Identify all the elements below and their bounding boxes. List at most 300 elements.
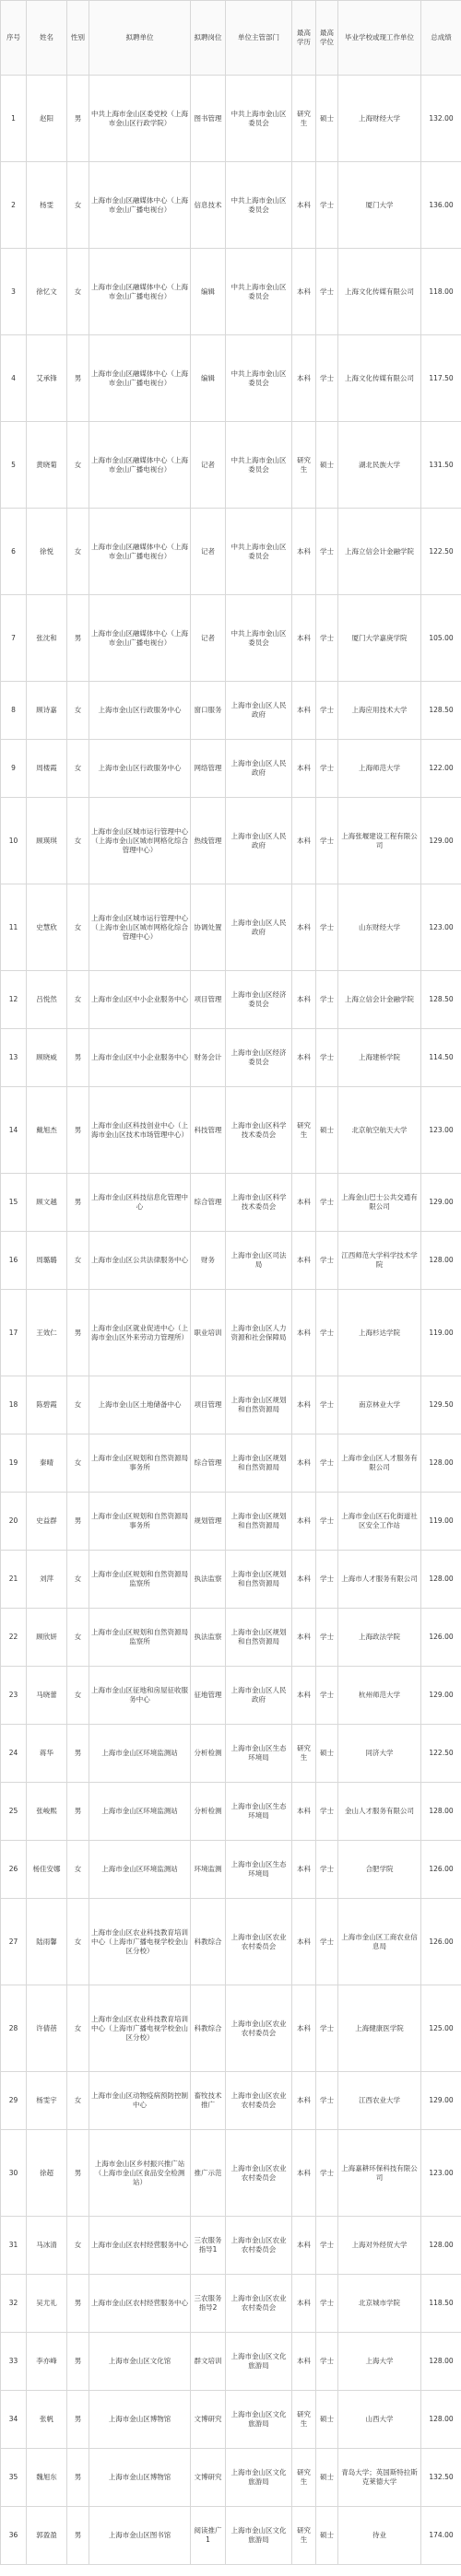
hiring-position: 推广示范	[191, 2130, 226, 2217]
hiring-position: 征地管理	[191, 1667, 226, 1725]
supervising-department: 上海市金山区文化旅游局	[226, 2391, 292, 2449]
hiring-position: 项目管理	[191, 971, 226, 1029]
degree: 学士	[316, 798, 338, 884]
candidate-sex: 男	[67, 1290, 89, 1376]
row-number: 27	[1, 1899, 27, 1985]
candidate-sex: 女	[67, 682, 89, 740]
candidate-name: 魏旭东	[27, 2449, 67, 2507]
supervising-department: 上海市金山区农业农村委员会	[226, 2275, 292, 2333]
hiring-position: 分析检测	[191, 1783, 226, 1841]
education-level: 本科	[292, 682, 316, 740]
school-or-employer: 山东财经大学	[338, 884, 421, 971]
total-score: 129.00	[421, 1667, 461, 1725]
candidate-sex: 男	[67, 595, 89, 682]
candidate-sex: 女	[67, 1232, 89, 1290]
supervising-department: 上海市金山区规划和自然资源局	[226, 1609, 292, 1667]
school-or-employer: 杭州师范大学	[338, 1667, 421, 1725]
school-or-employer: 北京城市学院	[338, 2275, 421, 2333]
education-level: 本科	[292, 249, 316, 335]
candidate-sex: 男	[67, 1725, 89, 1783]
degree: 学士	[316, 1029, 338, 1087]
row-number: 16	[1, 1232, 27, 1290]
total-score: 128.00	[421, 2333, 461, 2391]
row-number: 10	[1, 798, 27, 884]
table-header	[1, 1, 461, 76]
total-score: 126.00	[421, 1609, 461, 1667]
school-or-employer: 上海嘉耕环保科技有限公司	[338, 2130, 421, 2217]
candidate-sex: 女	[67, 249, 89, 335]
hiring-position: 三农服务指导1	[191, 2217, 226, 2275]
column-header: 最高学历	[292, 1, 316, 76]
hiring-position: 综合管理	[191, 1174, 226, 1232]
candidate-name: 杨雯	[27, 162, 67, 249]
candidate-sex: 女	[67, 971, 89, 1029]
school-or-employer: 上海财经大学	[338, 76, 421, 162]
hiring-unit: 上海市金山区融媒体中心（上海市金山广播电视台）	[89, 595, 191, 682]
candidate-name: 吴尤礼	[27, 2275, 67, 2333]
table-row	[1, 740, 461, 798]
hiring-unit: 上海市金山区规划和自然资源局事务所	[89, 1493, 191, 1551]
education-level: 本科	[292, 798, 316, 884]
hiring-position: 科教综合	[191, 1899, 226, 1985]
school-or-employer: 上海立信会计金融学院	[338, 509, 421, 595]
candidate-sex: 男	[67, 2333, 89, 2391]
row-number: 22	[1, 1609, 27, 1667]
row-number: 34	[1, 2391, 27, 2449]
education-level: 本科	[292, 2130, 316, 2217]
table-row	[1, 884, 461, 971]
supervising-department: 上海市金山区生态环境局	[226, 1783, 292, 1841]
supervising-department: 上海市金山区人民政府	[226, 1667, 292, 1725]
candidate-sex: 女	[67, 422, 89, 509]
row-number: 20	[1, 1493, 27, 1551]
degree: 学士	[316, 740, 338, 798]
candidate-sex: 女	[67, 509, 89, 595]
education-level: 本科	[292, 1029, 316, 1087]
degree: 学士	[316, 971, 338, 1029]
hiring-position: 综合管理	[191, 1434, 226, 1493]
hiring-unit: 上海市金山区博物馆	[89, 2449, 191, 2507]
candidate-sex: 男	[67, 2275, 89, 2333]
total-score: 123.00	[421, 1087, 461, 1174]
supervising-department: 上海市金山区规划和自然资源局	[226, 1551, 292, 1609]
row-number: 19	[1, 1434, 27, 1493]
candidate-name: 徐超	[27, 2130, 67, 2217]
row-number: 28	[1, 1985, 27, 2072]
candidate-name: 黄晓菊	[27, 422, 67, 509]
candidate-name: 戴旭杰	[27, 1087, 67, 1174]
hiring-unit: 上海市金山区城市运行管理中心（上海市金山区城市网格化综合管理中心）	[89, 798, 191, 884]
candidate-name: 马冰清	[27, 2217, 67, 2275]
total-score: 129.00	[421, 2072, 461, 2130]
school-or-employer: 上海市人才服务有限公司	[338, 1551, 421, 1609]
education-level: 本科	[292, 971, 316, 1029]
candidate-name: 周楼霞	[27, 740, 67, 798]
hiring-position: 编辑	[191, 249, 226, 335]
table-row	[1, 682, 461, 740]
candidate-name: 陆雨馨	[27, 1899, 67, 1985]
total-score: 122.50	[421, 1725, 461, 1783]
hiring-position: 三农服务指导2	[191, 2275, 226, 2333]
candidate-sex: 男	[67, 1493, 89, 1551]
total-score: 136.00	[421, 162, 461, 249]
education-level: 本科	[292, 2275, 316, 2333]
education-level: 本科	[292, 1985, 316, 2072]
column-header: 姓名	[27, 1, 67, 76]
column-header: 拟聘单位	[89, 1, 191, 76]
row-number: 12	[1, 971, 27, 1029]
table-row	[1, 76, 461, 162]
candidate-sex: 男	[67, 2507, 89, 2565]
candidate-sex: 男	[67, 2391, 89, 2449]
table-row	[1, 1174, 461, 1232]
total-score: 122.00	[421, 740, 461, 798]
row-number: 21	[1, 1551, 27, 1609]
hiring-position: 窗口服务	[191, 682, 226, 740]
education-level: 本科	[292, 884, 316, 971]
candidate-sex: 女	[67, 1841, 89, 1899]
education-level: 本科	[292, 162, 316, 249]
school-or-employer: 上海文化传媒有限公司	[338, 249, 421, 335]
supervising-department: 上海市金山区人民政府	[226, 740, 292, 798]
table-row	[1, 422, 461, 509]
total-score: 132.50	[421, 2449, 461, 2507]
degree: 学士	[316, 1985, 338, 2072]
total-score: 123.00	[421, 2130, 461, 2217]
table-row	[1, 1376, 461, 1434]
degree: 硕士	[316, 1087, 338, 1174]
table-row	[1, 971, 461, 1029]
education-level: 研究生	[292, 2449, 316, 2507]
hiring-unit: 上海市金山区融媒体中心（上海市金山广播电视台）	[89, 335, 191, 422]
column-header: 毕业学校或现工作单位	[338, 1, 421, 76]
school-or-employer: 青岛大学；英国斯特拉斯克莱德大学	[338, 2449, 421, 2507]
table-row	[1, 1029, 461, 1087]
total-score: 128.00	[421, 1783, 461, 1841]
school-or-employer: 待业	[338, 2507, 421, 2565]
hiring-position: 分析检测	[191, 1725, 226, 1783]
hiring-position: 协调处置	[191, 884, 226, 971]
table-row	[1, 1551, 461, 1609]
school-or-employer: 上海金山巴士公共交通有限公司	[338, 1174, 421, 1232]
school-or-employer: 江西师范大学科学技术学院	[338, 1232, 421, 1290]
total-score: 174.00	[421, 2507, 461, 2565]
table-row	[1, 2217, 461, 2275]
column-header: 最高学位	[316, 1, 338, 76]
hiring-unit: 上海市金山区融媒体中心（上海市金山广播电视台）	[89, 249, 191, 335]
candidate-sex: 女	[67, 162, 89, 249]
hiring-unit: 上海市金山区融媒体中心（上海市金山广播电视台）	[89, 162, 191, 249]
school-or-employer: 上海市金山区工商农业信息局	[338, 1899, 421, 1985]
school-or-employer: 上海大学	[338, 2333, 421, 2391]
candidate-name: 顾诗嘉	[27, 682, 67, 740]
hiring-position: 财务	[191, 1232, 226, 1290]
hiring-unit: 上海市金山区行政服务中心	[89, 740, 191, 798]
supervising-department: 中共上海市金山区委员会	[226, 76, 292, 162]
candidate-name: 周璐璐	[27, 1232, 67, 1290]
hiring-position: 执法监察	[191, 1551, 226, 1609]
candidate-name: 赵阳	[27, 76, 67, 162]
table-row	[1, 1985, 461, 2072]
education-level: 研究生	[292, 76, 316, 162]
degree: 学士	[316, 335, 338, 422]
supervising-department: 中共上海市金山区委员会	[226, 509, 292, 595]
supervising-department: 上海市金山区生态环境局	[226, 1725, 292, 1783]
hiring-unit: 上海市金山区文化馆	[89, 2333, 191, 2391]
total-score: 128.00	[421, 2217, 461, 2275]
supervising-department: 上海市金山区文化旅游局	[226, 2449, 292, 2507]
candidate-sex: 女	[67, 2072, 89, 2130]
supervising-department: 上海市金山区农业农村委员会	[226, 1985, 292, 2072]
supervising-department: 上海市金山区农业农村委员会	[226, 2130, 292, 2217]
hiring-position: 环境监测	[191, 1841, 226, 1899]
degree: 硕士	[316, 2449, 338, 2507]
candidate-sex: 女	[67, 884, 89, 971]
table-row	[1, 1493, 461, 1551]
total-score: 126.00	[421, 1841, 461, 1899]
candidate-name: 秦晴	[27, 1434, 67, 1493]
school-or-employer: 上海立信会计金融学院	[338, 971, 421, 1029]
table-row	[1, 1609, 461, 1667]
total-score: 114.50	[421, 1029, 461, 1087]
row-number: 24	[1, 1725, 27, 1783]
supervising-department: 上海市金山区规划和自然资源局	[226, 1434, 292, 1493]
degree: 学士	[316, 1290, 338, 1376]
candidate-name: 徐悦	[27, 509, 67, 595]
supervising-department: 中共上海市金山区委员会	[226, 162, 292, 249]
hiring-position: 文博研究	[191, 2449, 226, 2507]
school-or-employer: 江西农业大学	[338, 2072, 421, 2130]
hiring-unit: 上海市金山区就业促进中心（上海市金山区外来劳动力管理所）	[89, 1290, 191, 1376]
school-or-employer: 同济大学	[338, 1725, 421, 1783]
total-score: 128.50	[421, 682, 461, 740]
candidate-sex: 女	[67, 2217, 89, 2275]
hiring-unit: 上海市金山区土地储备中心	[89, 1376, 191, 1434]
education-level: 研究生	[292, 2507, 316, 2565]
column-header: 拟聘岗位	[191, 1, 226, 76]
education-level: 本科	[292, 1174, 316, 1232]
education-level: 本科	[292, 1376, 316, 1434]
education-level: 本科	[292, 1551, 316, 1609]
row-number: 36	[1, 2507, 27, 2565]
supervising-department: 上海市金山区科学技术委员会	[226, 1174, 292, 1232]
row-number: 2	[1, 162, 27, 249]
education-level: 本科	[292, 2072, 316, 2130]
total-score: 129.00	[421, 798, 461, 884]
table-row	[1, 595, 461, 682]
hiring-unit: 上海市金山区图书馆	[89, 2507, 191, 2565]
degree: 学士	[316, 682, 338, 740]
row-number: 11	[1, 884, 27, 971]
hiring-unit: 上海市金山区科技信息化管理中心	[89, 1174, 191, 1232]
degree: 学士	[316, 884, 338, 971]
supervising-department: 上海市金山区科学技术委员会	[226, 1087, 292, 1174]
candidate-name: 许倩蓓	[27, 1985, 67, 2072]
total-score: 128.50	[421, 971, 461, 1029]
hiring-position: 项目管理	[191, 1376, 226, 1434]
candidate-name: 蒋华	[27, 1725, 67, 1783]
table-row	[1, 1232, 461, 1290]
education-level: 本科	[292, 509, 316, 595]
supervising-department: 上海市金山区生态环境局	[226, 1841, 292, 1899]
row-number: 14	[1, 1087, 27, 1174]
row-number: 15	[1, 1174, 27, 1232]
hiring-position: 记者	[191, 422, 226, 509]
school-or-employer: 山西大学	[338, 2391, 421, 2449]
table-row	[1, 249, 461, 335]
school-or-employer: 上海市金山区人才服务有限公司	[338, 1434, 421, 1493]
candidate-name: 马晓蕾	[27, 1667, 67, 1725]
hiring-unit: 上海市金山区博物馆	[89, 2391, 191, 2449]
degree: 学士	[316, 1899, 338, 1985]
candidate-name: 李亦峰	[27, 2333, 67, 2391]
degree: 学士	[316, 1493, 338, 1551]
table-row	[1, 1783, 461, 1841]
hiring-position: 群文培训	[191, 2333, 226, 2391]
candidate-name: 张沈和	[27, 595, 67, 682]
candidate-sex: 女	[67, 1609, 89, 1667]
hiring-position: 畜牧技术推广	[191, 2072, 226, 2130]
candidate-sex: 女	[67, 1434, 89, 1493]
supervising-department: 上海市金山区人民政府	[226, 798, 292, 884]
total-score: 122.50	[421, 509, 461, 595]
candidate-sex: 男	[67, 1783, 89, 1841]
degree: 学士	[316, 162, 338, 249]
hiring-unit: 上海市金山区行政服务中心	[89, 682, 191, 740]
table-row	[1, 1087, 461, 1174]
row-number: 33	[1, 2333, 27, 2391]
row-number: 1	[1, 76, 27, 162]
table-row	[1, 1725, 461, 1783]
education-level: 本科	[292, 1609, 316, 1667]
degree: 学士	[316, 1841, 338, 1899]
education-level: 本科	[292, 2333, 316, 2391]
table-row	[1, 2449, 461, 2507]
degree: 学士	[316, 1376, 338, 1434]
hiring-unit: 上海市金山区规划和自然资源局监察所	[89, 1609, 191, 1667]
table-row	[1, 2507, 461, 2565]
education-level: 本科	[292, 335, 316, 422]
hiring-unit: 上海市金山区农村经营服务中心	[89, 2217, 191, 2275]
degree: 学士	[316, 2130, 338, 2217]
school-or-employer: 厦门大学	[338, 162, 421, 249]
total-score: 128.00	[421, 2391, 461, 2449]
column-header: 单位主管部门	[226, 1, 292, 76]
degree: 学士	[316, 2217, 338, 2275]
school-or-employer: 上海建桥学院	[338, 1029, 421, 1087]
school-or-employer: 上海张堰建设工程有限公司	[338, 798, 421, 884]
supervising-department: 上海市金山区文化旅游局	[226, 2507, 292, 2565]
supervising-department: 上海市金山区文化旅游局	[226, 2333, 292, 2391]
hiring-position: 记者	[191, 509, 226, 595]
supervising-department: 上海市金山区规划和自然资源局	[226, 1493, 292, 1551]
candidate-name: 顾晓威	[27, 1029, 67, 1087]
supervising-department: 中共上海市金山区委员会	[226, 335, 292, 422]
school-or-employer: 上海健康医学院	[338, 1985, 421, 2072]
row-number: 6	[1, 509, 27, 595]
hiring-position: 科技管理	[191, 1087, 226, 1174]
candidate-sex: 女	[67, 1667, 89, 1725]
column-header: 总成绩	[421, 1, 461, 76]
supervising-department: 上海市金山区人民政府	[226, 884, 292, 971]
degree: 学士	[316, 2275, 338, 2333]
education-level: 本科	[292, 1290, 316, 1376]
degree: 学士	[316, 1667, 338, 1725]
row-number: 4	[1, 335, 27, 422]
candidate-sex: 女	[67, 1551, 89, 1609]
total-score: 128.00	[421, 1434, 461, 1493]
hiring-position: 编辑	[191, 335, 226, 422]
degree: 学士	[316, 1783, 338, 1841]
supervising-department: 中共上海市金山区委员会	[226, 422, 292, 509]
hiring-unit: 上海市金山区环境监测站	[89, 1841, 191, 1899]
candidate-sex: 男	[67, 1087, 89, 1174]
candidate-name: 张帆	[27, 2391, 67, 2449]
education-level: 本科	[292, 1434, 316, 1493]
candidate-name: 陈碧霞	[27, 1376, 67, 1434]
degree: 学士	[316, 509, 338, 595]
table-row	[1, 2072, 461, 2130]
total-score: 125.00	[421, 1985, 461, 2072]
hiring-unit: 上海市金山区规划和自然资源局监察所	[89, 1551, 191, 1609]
candidate-name: 史益群	[27, 1493, 67, 1551]
education-level: 研究生	[292, 1725, 316, 1783]
row-number: 7	[1, 595, 27, 682]
degree: 硕士	[316, 2391, 338, 2449]
hiring-unit: 上海市金山区中小企业服务中心	[89, 971, 191, 1029]
education-level: 本科	[292, 740, 316, 798]
candidate-sex: 女	[67, 798, 89, 884]
row-number: 17	[1, 1290, 27, 1376]
table-row	[1, 1841, 461, 1899]
degree: 学士	[316, 1232, 338, 1290]
total-score: 128.00	[421, 1551, 461, 1609]
candidate-name: 顾欣妍	[27, 1609, 67, 1667]
table-row	[1, 1899, 461, 1985]
row-number: 32	[1, 2275, 27, 2333]
hiring-unit: 上海市金山区公共法律服务中心	[89, 1232, 191, 1290]
row-number: 31	[1, 2217, 27, 2275]
total-score: 123.00	[421, 884, 461, 971]
table-row	[1, 2333, 461, 2391]
row-number: 18	[1, 1376, 27, 1434]
hiring-unit: 上海市金山区农村经营服务中心	[89, 2275, 191, 2333]
candidate-name: 徐忆文	[27, 249, 67, 335]
total-score: 118.50	[421, 2275, 461, 2333]
total-score: 132.00	[421, 76, 461, 162]
supervising-department: 上海市金山区经济委员会	[226, 1029, 292, 1087]
degree: 硕士	[316, 1725, 338, 1783]
candidate-sex: 男	[67, 76, 89, 162]
candidate-name: 吕悦然	[27, 971, 67, 1029]
hiring-unit: 上海市金山区农业科技教育培训中心（上海市广播电视学校金山区分校）	[89, 1899, 191, 1985]
hiring-position: 科教综合	[191, 1985, 226, 2072]
supervising-department: 上海市金山区农业农村委员会	[226, 2072, 292, 2130]
degree: 学士	[316, 2072, 338, 2130]
education-level: 研究生	[292, 422, 316, 509]
total-score: 118.00	[421, 249, 461, 335]
table-row	[1, 509, 461, 595]
education-level: 研究生	[292, 2391, 316, 2449]
education-level: 本科	[292, 2217, 316, 2275]
hiring-position: 记者	[191, 595, 226, 682]
degree: 学士	[316, 1551, 338, 1609]
school-or-employer: 上海文化传媒有限公司	[338, 335, 421, 422]
candidate-sex: 男	[67, 2130, 89, 2217]
candidate-name: 艾承锋	[27, 335, 67, 422]
table-body	[1, 76, 461, 2565]
total-score: 105.00	[421, 595, 461, 682]
